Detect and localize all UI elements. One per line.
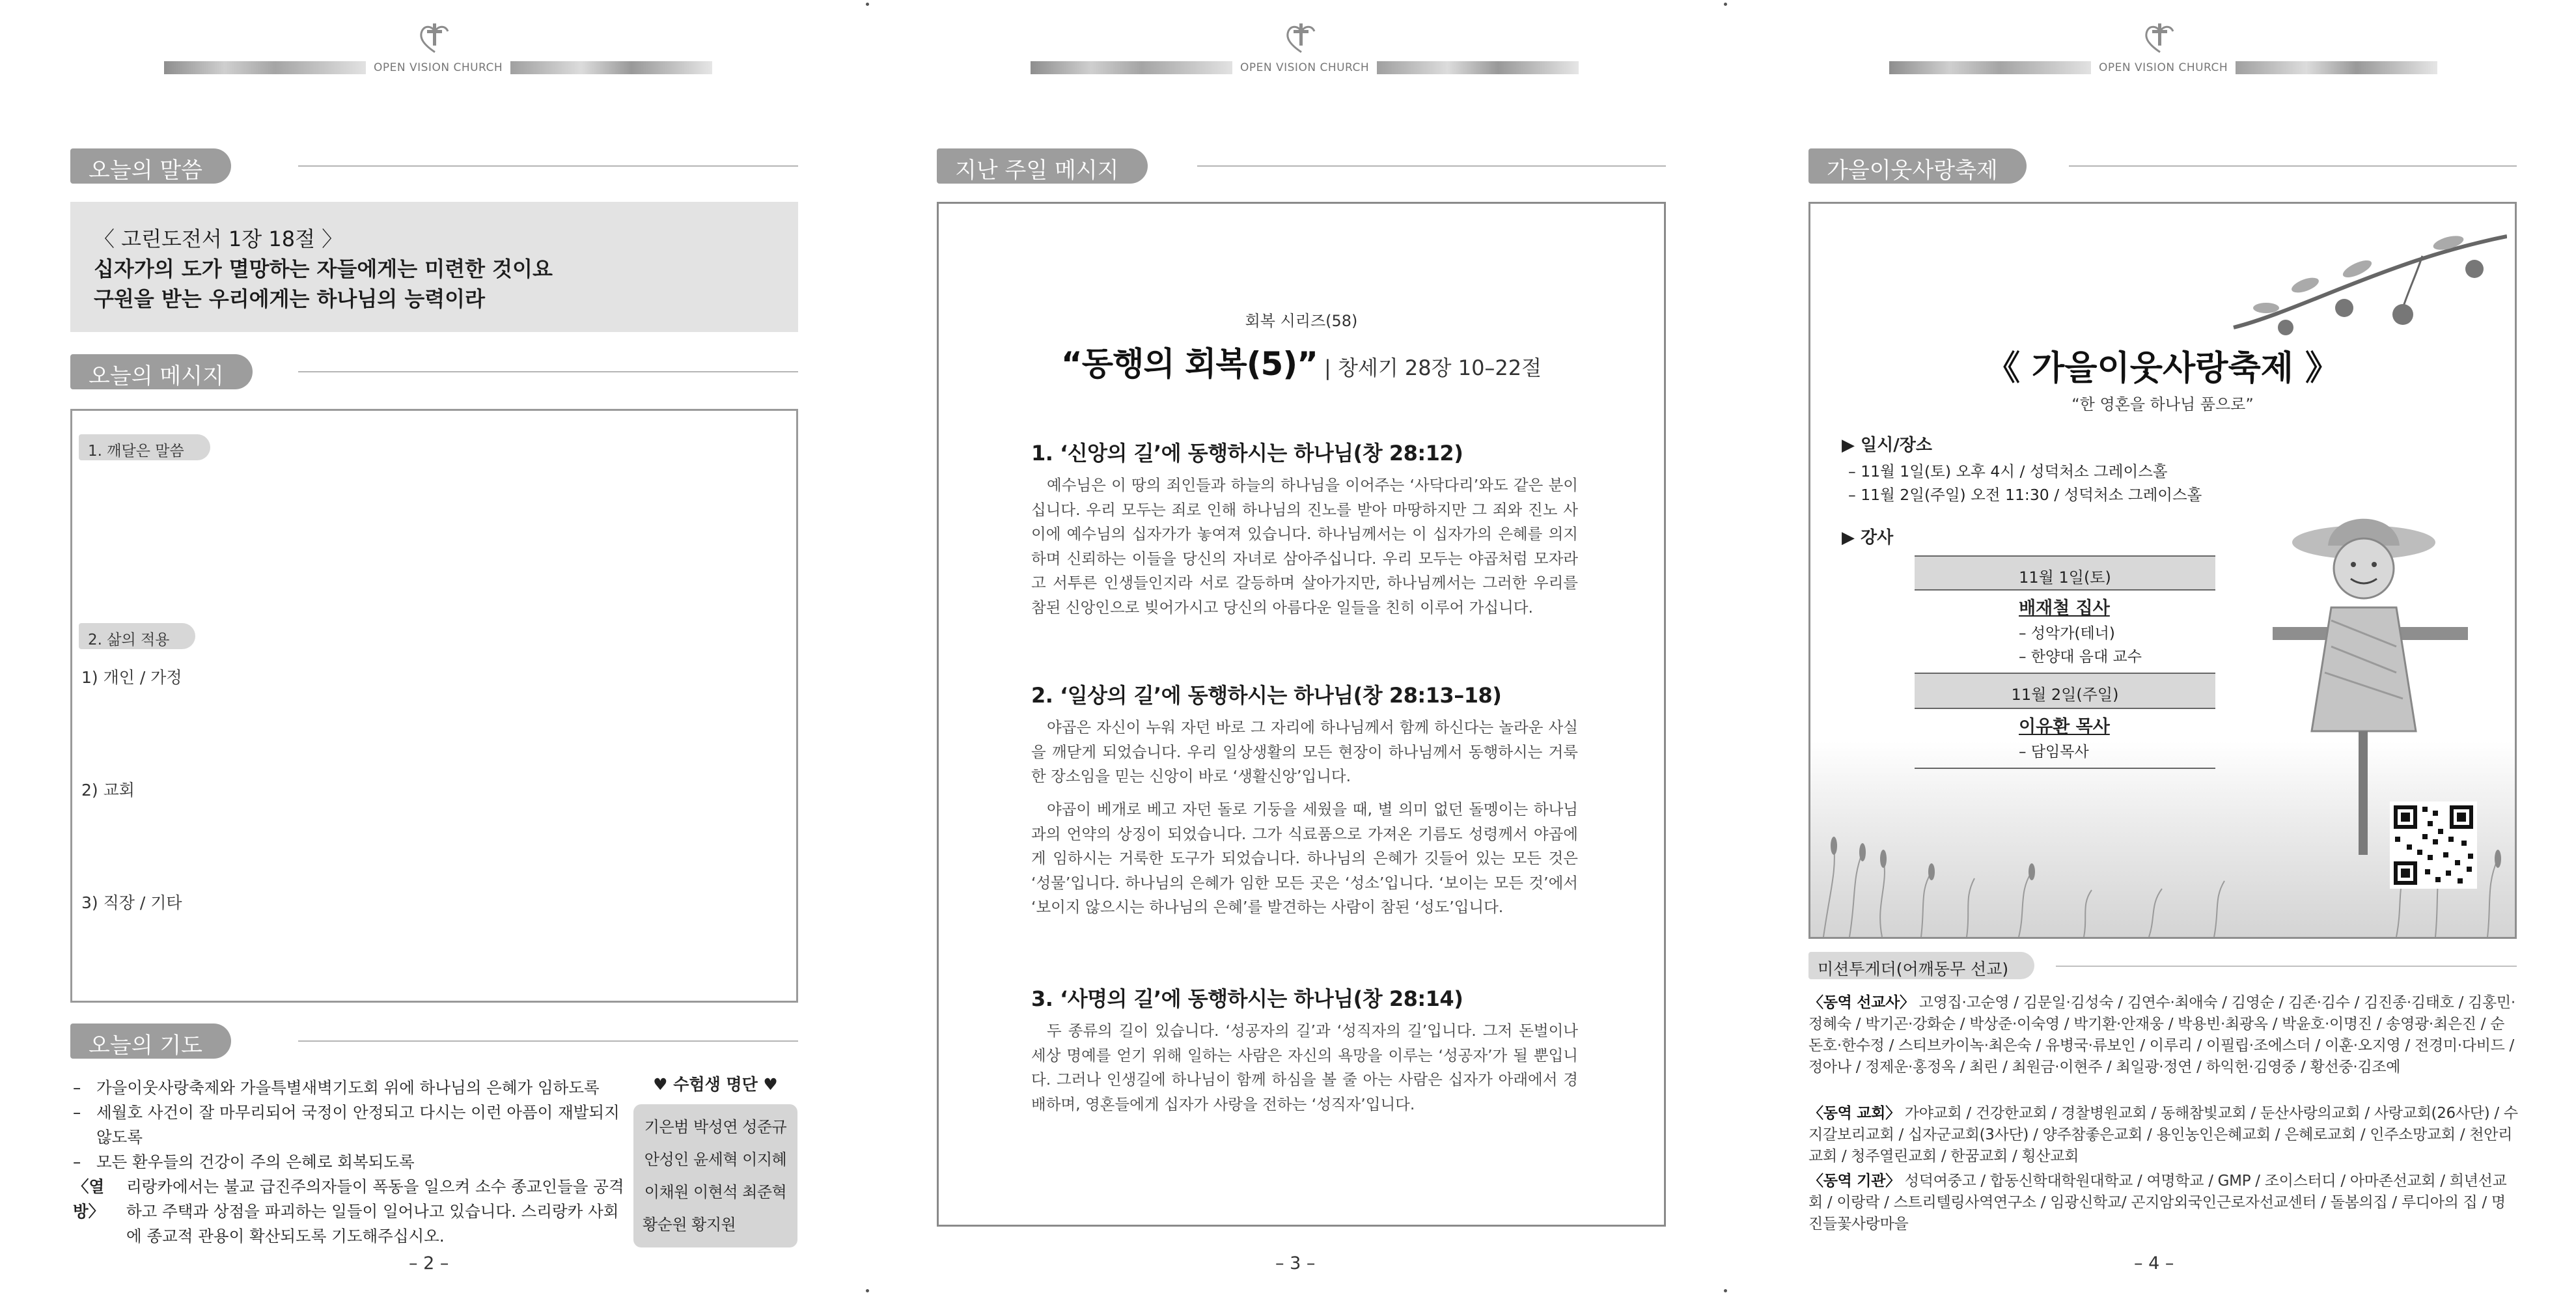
partner-organizations: 〈동역 기관〉 성덕여중고 / 합동신학대학원대학교 / 여명학교 / GMP / 조이스터디 / 아마존선교회 / 희년선교회 / 이랑락 / 스트리텔링사역연구소 / 임광신학교/ 곤지암외국인근로자선교센터 / 돌봄의집 / 루디아의 집 / 명진들꽃사랑마을: [1808, 1173, 2507, 1232]
prayer-item: – 세월호 사건이 잘 마무리되어 국정이 안정되고 다시는 이런 아픔이 재발되지 않도록: [73, 1103, 620, 1147]
sermon-box: [937, 202, 1666, 1227]
section-last-sunday-message: [937, 148, 1666, 184]
candidates-title: ♥ 수험생 명단 ♥: [653, 1075, 778, 1094]
scripture-verse-box: [70, 202, 798, 332]
candidate-row: 이채원 이현석 최준혁: [644, 1183, 787, 1201]
speaker-table: [1915, 555, 2215, 769]
sermon-title: “동행의 회복(5)”: [1060, 345, 1318, 383]
page-2: [0, 0, 859, 1295]
sermon-paragraph: 야곱이 베개로 베고 자던 돌로 기둥을 세웠을 때, 별 의미 없던 돌멩이는 하나님과의 언약의 상징이 되었습니다. 그가 식료품으로 가져온 기름도 성령께서 야곱에게 임하시는 거룩한 도구가 되었습니다. 하나님의 은혜가 깃들어 있는 모든 것은 ‘성물’입니다. 하나님의 은혜가 임한 모든 곳은 ‘성소’입니다. ‘보이는 모든 것’에서 ‘보이지 않으시는 하나님의 은혜’를 발견하는 사람이 참된 ‘성도’입니다.: [1031, 800, 1578, 916]
page-header: [859, 20, 1717, 78]
page-number: – 2 –: [409, 1253, 449, 1274]
brand-name: OPEN VISION CHURCH: [1240, 61, 1370, 74]
speaker-desc: – 담임목사: [2019, 744, 2089, 760]
message-notes-box: [70, 409, 798, 1003]
schedule-label: ▶ 일시/장소: [1842, 436, 1933, 455]
verse-line: 십자가의 도가 멸망하는 자들에게는 미련한 것이요: [94, 257, 553, 281]
candidate-row: 기은범 박성연 성준규: [644, 1118, 787, 1136]
schedule-item: – 11월 2일(주일) 오전 11:30 / 성덕처소 그레이스홀: [1848, 486, 2202, 504]
cross-heart-logo-icon: [417, 20, 453, 56]
sermon-heading: 2. ‘일상의 길’에 동행하시는 하나님(창 28:13–18): [1031, 683, 1502, 708]
page-header: [1717, 20, 2576, 78]
speaker-name: 배재철 집사: [2019, 598, 2110, 619]
prayer-item: – 모든 환우들의 건강이 주의 은혜로 회복되도록: [73, 1152, 415, 1171]
speaker-day: 11월 2일(주일): [1915, 674, 2215, 709]
cross-heart-logo-icon: [1283, 20, 1320, 56]
sermon-paragraph: 예수님은 이 땅의 죄인들과 하늘의 하나님을 이어주는 ‘사닥다리’와도 같은 분이십니다. 우리 모두는 죄로 인해 하나님의 진노를 받아 마땅하지만 그 죄와 진노 사이에 예수님의 십자가가 놓여져 있습니다. 하나님께서는 이 십자가의 은혜를 의지하며 신뢰하는 이들을 당신의 자녀로 삼아주십니다. 우리 모두는 야곱처럼 모자라고 서투른 인생들인지라 서로 갈등하며 살아가지만, 하나님께서는 그러한 우리를 참된 신앙인으로 빚어가시고 당신의 아름다운 일들을 친히 이루어 가십니다.: [1031, 476, 1578, 617]
sermon-paragraph: 두 종류의 길이 있습니다. ‘성공자의 길’과 ‘성직자의 길’입니다. 그저 돈벌이나 세상 명예를 얻기 위해 일하는 사람은 자신의 욕망을 이루는 ‘성공자’가 될 뿐입니다. 그러나 인생길에 하나님이 함께 하심을 볼 줄 아는 사람은 십자가 아래에서 경배하며, 영혼들에게 십자가 사랑을 전하는 ‘성직자’입니다.: [1031, 1022, 1578, 1113]
section-title: 가을이웃사랑축제: [1808, 148, 2027, 184]
apply-item: 2) 교회: [81, 781, 135, 800]
persimmon-branch-icon: [2227, 217, 2507, 341]
section-title: 오늘의 기도: [70, 1023, 231, 1059]
prayer-item: – 가을이웃사랑축제와 가을특별새벽기도회 위에 하나님의 은혜가 임하도록: [73, 1078, 600, 1097]
mission-together-tag: 미션투게더(어깨동무 선교): [1808, 952, 2034, 979]
page-4: [1717, 0, 2576, 1295]
page-number: – 3 –: [1275, 1253, 1316, 1274]
festival-box: [1808, 202, 2517, 939]
apply-item: 3) 직장 / 기타: [81, 893, 182, 912]
section-title: 오늘의 메시지: [70, 354, 253, 389]
section-todays-prayer: [70, 1023, 798, 1059]
festival-title: 《 가을이웃사랑축제 》: [1986, 349, 2340, 388]
page-3: [859, 0, 1717, 1295]
apply-item: 1) 개인 / 가정: [81, 668, 182, 687]
speaker-label: ▶ 강사: [1842, 528, 1894, 548]
brand-name: OPEN VISION CHURCH: [374, 61, 503, 74]
verse-reference: 〈 고린도전서 1장 18절 〉: [94, 227, 343, 251]
life-application-tag: 2. 삶의 적용: [79, 623, 195, 649]
sermon-scripture: | 창세기 28장 10–22절: [1324, 355, 1542, 380]
candidate-row: 황순원 황지원: [643, 1216, 736, 1234]
prayer-item-nations: 〈열방〉 리랑카에서는 불교 급진주의자들이 폭동을 일으켜 소수 종교인들을 공격하고 주택과 상점을 파괴하는 일들이 일어나고 있습니다. 스리랑카 사회에 종교적 관용이 확산되도록 기도해주십시오.: [73, 1177, 624, 1246]
section-todays-message: [70, 354, 798, 389]
cross-heart-logo-icon: [2142, 20, 2178, 56]
speaker-desc: – 한양대 음대 교수: [2019, 648, 2142, 665]
section-title: 오늘의 말씀: [70, 148, 231, 184]
section-autumn-festival: [1808, 148, 2517, 184]
speaker-name: 이유환 목사: [2019, 717, 2110, 737]
sermon-title-row: [939, 338, 1664, 385]
sermon-heading: 3. ‘사명의 길’에 동행하시는 하나님(창 28:14): [1031, 986, 1463, 1011]
sermon-heading: 1. ‘신앙의 길’에 동행하시는 하나님(창 28:12): [1031, 441, 1463, 466]
candidate-row: 안성인 윤세혁 이지혜: [644, 1150, 787, 1169]
sermon-series: 회복 시리즈(58): [1245, 312, 1358, 330]
partner-missionaries: 〈동역 선교사〉 고영집·고순영 / 김문일·김성숙 / 김연수·최애숙 / 김영순 / 김존·김수 / 김진종·김태호 / 김홍민·정혜숙 / 박기곤·강화순 / 박상준·이숙영 / 박기환·안재웅 / 박용빈·최광옥 / 박윤호·이명진 / 송영광·최은진 / 순돈호·한수정 / 스티브카이녹·최은숙 / 유병국·류보인 / 이루리 / 이필립·조에스더 / 이훈·오지영 / 전경미·다비드 / 정아나 / 정제운·홍정옥 / 최린 / 최원금·이현주 / 최일광·정연 / 하익헌·김영중 / 황선중·김조예: [1808, 994, 2515, 1076]
prayer-list: [73, 1076, 633, 1249]
speaker-desc: – 성악가(테너): [2019, 625, 2115, 642]
page-number: – 4 –: [2134, 1253, 2174, 1274]
festival-subtitle: “한 영혼을 하나님 품으로”: [2071, 395, 2254, 413]
schedule-item: – 11월 1일(토) 오후 4시 / 성덕처소 그레이스홀: [1848, 462, 2168, 480]
qr-code-icon: [2390, 801, 2477, 889]
brand-name: OPEN VISION CHURCH: [2099, 61, 2228, 74]
realized-word-tag: 1. 깨달은 말씀: [79, 434, 210, 460]
verse-line: 구원을 받는 우리에게는 하나님의 능력이라: [94, 286, 485, 311]
section-todays-word: [70, 148, 798, 184]
sermon-paragraph: 야곱은 자신이 누워 자던 바로 그 자리에 하나님께서 함께 하신다는 놀라운 사실을 깨닫게 되었습니다. 우리 일상생활의 모든 현장이 하나님께서 동행하시는 거룩한 장소임을 믿는 신앙이 바로 ‘생활신앙’입니다.: [1031, 718, 1578, 785]
partner-churches: 〈동역 교회〉 가야교회 / 건강한교회 / 경찰병원교회 / 동해참빛교회 / 둔산사랑의교회 / 사랑교회(26사단) / 수지갈보리교회 / 십자군교회(3사단) / 양주참좋은교회 / 용인농인은혜교회 / 은혜로교회 / 인주소망교회 / 천안리교회 / 청주열린교회 / 한꿈교회 / 횡산교회: [1808, 1105, 2518, 1165]
page-header: [0, 20, 859, 78]
exam-candidates: [633, 1072, 797, 1247]
section-title: 지난 주일 메시지: [937, 148, 1148, 184]
speaker-day: 11월 1일(토): [1915, 555, 2215, 591]
